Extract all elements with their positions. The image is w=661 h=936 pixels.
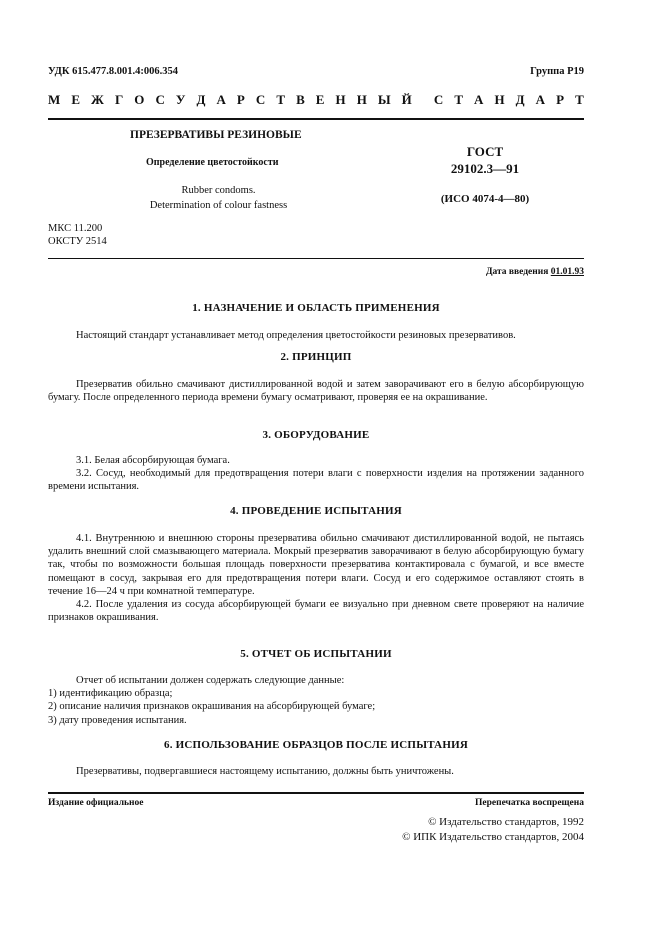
section-3-text: 3.1. Белая абсорбирующая бумага. 3.2. Сосуд, необходимый для предотвращения потери влаги с поверхности изделия на протяжении заданного времени испытания.	[48, 455, 584, 493]
section-4-text: 4.1. Внутреннюю и внешнюю стороны презерватива обильно смачивают дистиллированной водой, не пытаясь удалить внешний слой смазывающего материала. Мокрый презерватив заворачивают в белую абсорбирующую бумагу так, чтобы по возможности большая площадь поверхности презерватива контактировала с бумагой, и все вместе помещают в сосуд, закрывая его для предотвращения потери влаги. Сосуд и его содержимое оставляют стоять в течение 16—24 ч при комнатной температуре. 4.2. После удаления из сосуда абсорбирующей бумаги ее визуально при дневном свете проверяют на наличие признаков окрашивания.	[48, 533, 584, 624]
report-item: 1) идентификацию образца;	[48, 688, 173, 700]
section-2-text: Презерватив обильно смачивают дистиллированной водой и затем заворачивают его в белую абсорбирующую бумагу. После определенного периода времени бумагу осматривают, проверяя ее на окрашивание.	[48, 379, 584, 404]
section-6-heading: 6. ИСПОЛЬЗОВАНИЕ ОБРАЗЦОВ ПОСЛЕ ИСПЫТАНИЯ	[164, 739, 468, 751]
iso-reference: (ИСО 4074-4—80)	[440, 193, 530, 205]
standard-banner: М Е Ж Г О С У Д А Р С Т В Е Н Н Ы Й С Т А Н Д А Р Т	[48, 92, 584, 107]
footer-rule	[48, 792, 584, 794]
group-code: Группа Р19	[530, 66, 584, 77]
title-rule	[48, 258, 584, 259]
english-title: Rubber condoms. Determination of colour fastness	[149, 185, 288, 211]
report-item: 3) дату проведения испытания.	[48, 714, 187, 726]
section-2-heading: 2. ПРИНЦИП	[280, 351, 352, 363]
section-4-heading: 4. ПРОВЕДЕНИЕ ИСПЫТАНИЯ	[230, 505, 402, 517]
section-1-text: Настоящий стандарт устанавливает метод определения цветостойкости резиновых презервативов.	[76, 330, 516, 341]
udk-code: УДК 615.477.8.001.4:006.354	[48, 66, 178, 77]
classification-codes: МКС 11.200 ОКСТУ 2514	[48, 223, 107, 247]
copyright: © Издательство стандартов, 1992 © ИПК Издательство стандартов, 2004	[402, 816, 584, 843]
gost-number: ГОСТ 29102.3—91	[450, 144, 520, 176]
official-edition: Издание официальное	[48, 798, 144, 808]
document-title: ПРЕЗЕРВАТИВЫ РЕЗИНОВЫЕ	[130, 129, 302, 141]
section-3-heading: 3. ОБОРУДОВАНИЕ	[262, 429, 370, 441]
section-1-heading: 1. НАЗНАЧЕНИЕ И ОБЛАСТЬ ПРИМЕНЕНИЯ	[192, 302, 440, 314]
section-5-text: Отчет об испытании должен содержать следующие данные: 1) идентификацию образца; 2) описание наличия признаков окрашивания на абсорбирующей бумаге; 3) дату проведения испытания.	[48, 674, 584, 727]
section-6-text: Презервативы, подвергавшиеся настоящему испытанию, должны быть уничтожены.	[76, 766, 454, 777]
report-item: 2) описание наличия признаков окрашивания на абсорбирующей бумаге;	[48, 701, 376, 713]
header-rule	[48, 118, 584, 120]
reprint-prohibited: Перепечатка воспрещена	[474, 798, 584, 808]
document-subtitle: Определение цветостойкости	[146, 157, 279, 168]
section-5-heading: 5. ОТЧЕТ ОБ ИСПЫТАНИИ	[240, 648, 392, 660]
introduction-date: Дата введения 01.01.93	[485, 267, 584, 277]
